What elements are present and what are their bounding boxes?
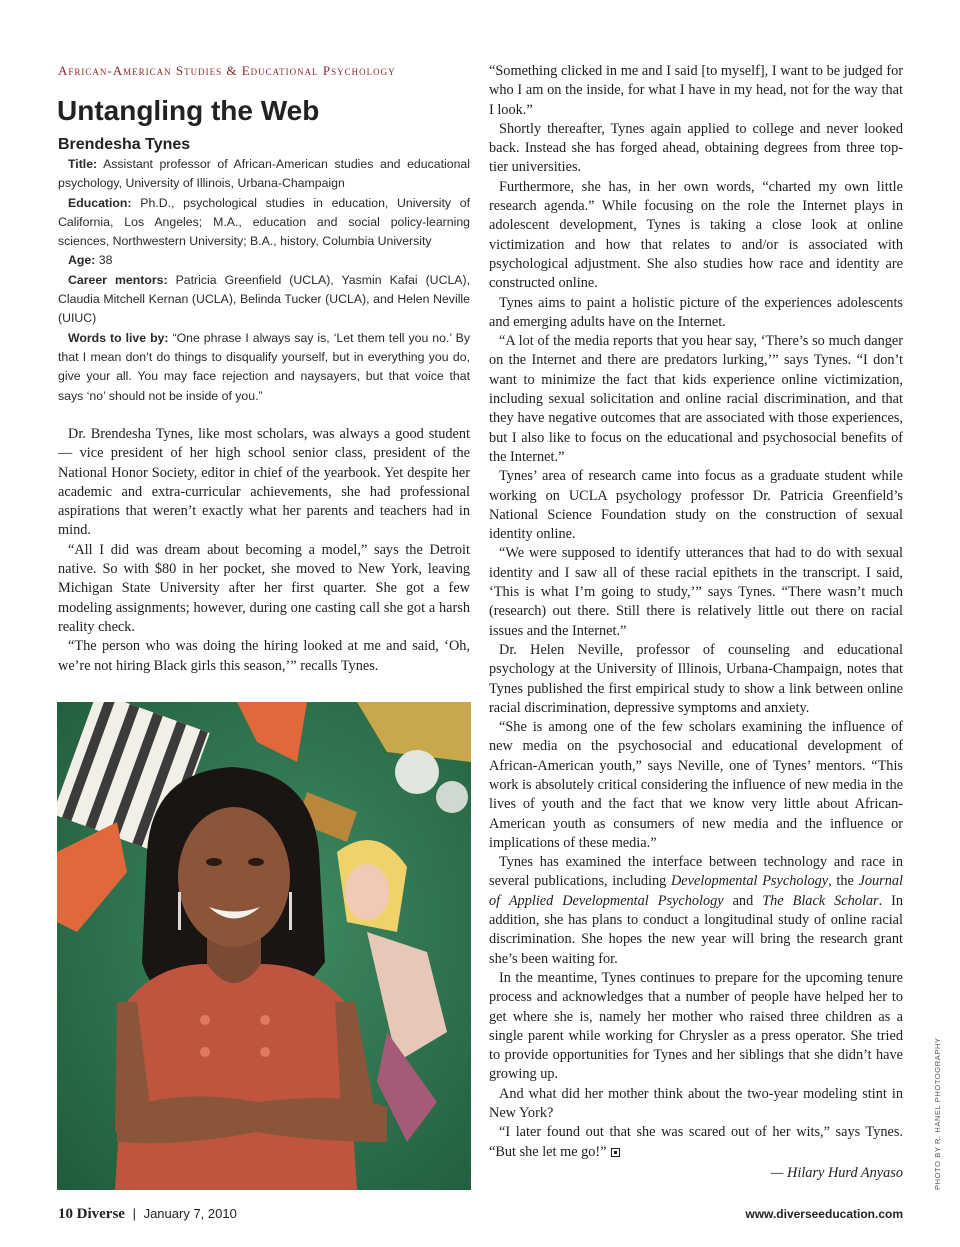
article-paragraph: “Something clicked in me and I said [to myself], I want to be judged for who I am on the inside, for what I have in my head, not for the way that I look.”: [489, 63, 903, 118]
fact-label: Title:: [68, 157, 98, 171]
fact-label: Education:: [68, 195, 132, 210]
website-url[interactable]: www.diverseeducation.com: [745, 1207, 903, 1221]
page-number: 10: [58, 1206, 73, 1222]
article-paragraph: Tynes aims to paint a holistic picture of the experiences adolescents and emerging adults have on the Internet.: [489, 294, 903, 330]
fact-label: Age:: [68, 253, 96, 268]
fact-education: [58, 194, 470, 252]
article-paragraph: Shortly thereafter, Tynes again applied to college and never looked back. Instead she has forged ahead, obtaining degrees from three top-tier universities.: [489, 120, 903, 176]
article-paragraph: [489, 853, 903, 969]
text-run: and: [723, 892, 763, 909]
article-paragraph: “All I did was dream about becoming a model,” says the Detroit native. So with $80 in her pocket, she moved to New York, leaving Michigan State University after her first quarter. She got a few modeling assignments; however, during one casting call she got a harsh reality check.: [58, 541, 470, 635]
article-paragraph: [489, 1123, 903, 1162]
article-column-right: [489, 62, 903, 1183]
article-paragraph: “She is among one of the few scholars examining the influence of new media on the psychosocial and educational development of African-American youth,” says Neville, one of Tynes’ mentors. “This work is absolutely critical considering the influence of new media in the lives of youth and the fact that we know very little about African-American youth as consumers of new media and the influence or implications of these media.”: [489, 719, 903, 851]
fact-career-mentors: [58, 271, 470, 329]
article-headline: Untangling the Web: [57, 95, 320, 126]
photo-credit: PHOTO BY R. HANEL PHOTOGRAPHY: [933, 1037, 942, 1190]
fact-age: [58, 251, 470, 270]
article-paragraph: Dr. Helen Neville, professor of counseling and educational psychology at the University of Illinois, Urbana-Champaign, notes that Tynes published the first empirical study to show a link between online racial discrimination, depressive symptoms and anxiety.: [489, 641, 903, 716]
text-run: “I later found out that she was scared out of her wits,” says Tynes. “But she let me go!”: [489, 1124, 903, 1160]
publication-title: Developmental Psychology: [670, 873, 829, 890]
article-paragraph: “The person who was doing the hiring looked at me and said, ‘Oh, we’re not hiring Black girls this season,’” recalls Tynes.: [58, 638, 470, 674]
fact-words-to-live-by: [58, 329, 470, 406]
section-kicker: African-American Studies & Educational Psychology: [58, 63, 396, 78]
text-run: Tynes has examined the interface between technology and race in several publications, including: [489, 854, 903, 890]
fact-title: [58, 155, 470, 194]
fact-label: Words to live by:: [68, 330, 169, 345]
publication-title: Journal of Applied Developmental Psychology: [489, 873, 903, 909]
article-paragraph: Dr. Brendesha Tynes, like most scholars, was always a good student — vice president of her high school senior class, president of the National Honor Society, editor in chief of the yearbook. Yet despite her academic and extra-curricular achievements, she had professional aspirations that weren’t exactly what her parents and teachers had in mind.: [58, 426, 470, 539]
text-run: . In addition, she has plans to conduct a longitudinal study of online racial discrimination. She hopes the new year will bring the research grant she’s been waiting for.: [489, 892, 903, 967]
article-paragraph: “We were supposed to identify utterances that had to do with sexual identity and I saw all of these racial epithets in the transcript. I said, ‘This is what I’m going to study,’” says Tynes. “There wasn’t much (research) out there. Still there is relatively little out there on racial issues and the Internet.”: [489, 545, 903, 639]
page-footer-left: [58, 1206, 237, 1223]
fact-text: “One phrase I always say is, ‘Let them tell you no.’ By that I mean don’t do things to disqualify yourself, but in everything you do, give your all. You may face rejection and naysayers, but that voice that says ‘no’ should not be inside of you.”: [58, 330, 470, 403]
article-paragraph: And what did her mother think about the two-year modeling stint in New York?: [489, 1085, 903, 1122]
fact-text: Patricia Greenfield (UCLA), Yasmin Kafai (UCLA), Claudia Mitchell Kernan (UCLA), Belinda Tucker (UCLA), and Helen Neville (UIUC): [58, 272, 470, 326]
fact-text: 38: [95, 253, 113, 268]
end-of-article-icon: [611, 1148, 620, 1157]
issue-date: January 7, 2010: [143, 1206, 237, 1221]
portrait-illustration: [57, 702, 471, 1190]
article-paragraph: Furthermore, she has, in her own words, “charted my own little research agenda.” While focusing on the role the Internet plays in adolescent development, Tynes is taking a close look at online victimization and how that relates to and/or is associated with psychological adjustment. She also studies how race and identity are constructed online.: [489, 178, 903, 292]
article-paragraph: “A lot of the media reports that you hear say, ‘There’s so much danger on the Internet and there are predators lurking,’” says Tynes. “I don’t want to minimize the fact that kids experience online victimization, including sexual solicitation and online racial discrimination, and that they have negative outcomes that are associated with those experiences, but I also like to focus on the educational and psychosocial benefits of the Internet.”: [489, 333, 903, 465]
profile-facts: [58, 155, 470, 406]
article-byline: — Hilary Hurd Anyaso: [770, 1164, 903, 1181]
footer-separator: |: [132, 1206, 136, 1221]
fact-label: Career mentors:: [68, 272, 168, 287]
article-paragraph: In the meantime, Tynes continues to prepare for the upcoming tenure process and acknowledges that a number of people have helped her to get where she is, namely her mother who raised three children as a single parent while working for Chrysler as a press operator. She tried to provide opportunities for Tynes and her siblings that she didn’t have growing up.: [489, 969, 903, 1083]
portrait-photo: [57, 702, 471, 1190]
profile-subject-name: Brendesha Tynes: [58, 136, 191, 153]
text-run: , the: [828, 873, 859, 890]
fact-text: Assistant professor of African-American studies and educational psychology, University of Illinois, Urbana-Champaign: [58, 157, 470, 191]
publication-title: The Black Scholar: [762, 892, 879, 909]
magazine-name: Diverse: [76, 1206, 125, 1222]
fact-text: Ph.D., psychological studies in education, University of California, Los Angeles; M.A., education and social policy-learning sciences, Northwestern University; B.A., history, Columbia University: [58, 195, 470, 249]
article-paragraph: Tynes’ area of research came into focus as a graduate student while working on UCLA psychology professor Dr. Patricia Greenfield’s National Science Foundation study on the construction of sexual identity online.: [489, 468, 903, 543]
article-column-left: [58, 425, 470, 676]
